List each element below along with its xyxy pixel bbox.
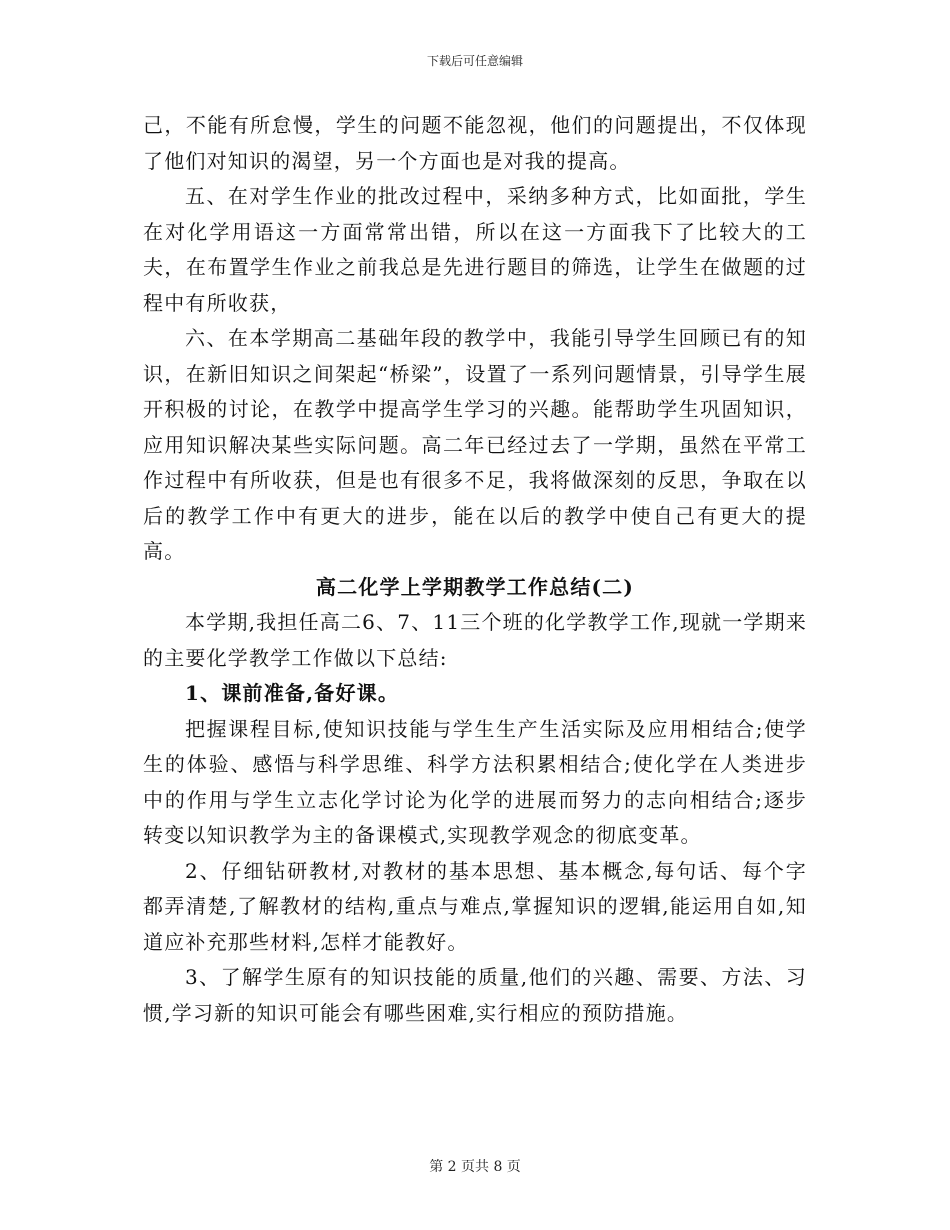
paragraph: 2、仔细钻研教材,对教材的基本思想、基本概念,每句话、每个字都弄清楚,了解教材的结构,重点与难点,掌握知识的逻辑,能运用自如,知道应补充那些材料,怎样才能教好。 — [143, 858, 807, 954]
document-body — [143, 108, 807, 1031]
paragraph: 3、了解学生原有的知识技能的质量,他们的兴趣、需要、方法、习惯,学习新的知识可能会有哪些困难,实行相应的预防措施。 — [143, 965, 807, 1025]
paragraph: 己，不能有所怠慢，学生的问题不能忽视，他们的问题提出，不仅体现了他们对知识的渴望，另一个方面也是对我的提高。 — [143, 113, 807, 173]
paragraph: 六、在本学期高二基础年段的教学中，我能引导学生回顾已有的知识，在新旧知识之间架起“桥梁”，设置了一系列问题情景，引导学生展开积极的讨论，在教学中提高学生学习的兴趣。能帮助学生巩固知识，应用知识解决某些实际问题。高二年已经过去了一学期，虽然在平常工作过程中有所收获，但是也有很多不足，我将做深刻的反思，争取在以后的教学工作中有更大的进步，能在以后的教学中使自己有更大的提高。 — [143, 326, 807, 563]
paragraph: 把握课程目标,使知识技能与学生生产生活实际及应用相结合;使学生的体验、感悟与科学思维、科学方法积累相结合;使化学在人类进步中的作用与学生立志化学讨论为化学的进展而努力的志向相结合;逐步转变以知识教学为主的备课模式,实现教学观念的彻底变革。 — [143, 716, 807, 847]
page-footer: 第 2 页共 8 页 — [429, 1159, 521, 1175]
paragraph: 五、在对学生作业的批改过程中，采纳多种方式，比如面批，学生在对化学用语这一方面常常出错，所以在这一方面我下了比较大的工夫，在布置学生作业之前我总是先进行题目的筛选，让学生在做题的过程中有所收获， — [143, 184, 807, 315]
paragraph: 本学期,我担任高二6、7、11三个班的化学教学工作,现就一学期来的主要化学教学工作做以下总结: — [143, 610, 808, 670]
page-header: 下载后可任意编辑 — [426, 54, 523, 68]
section-heading: 1、课前准备,备好课。 — [185, 681, 400, 705]
section-title: 高二化学上学期教学工作总结(二) — [315, 574, 635, 599]
